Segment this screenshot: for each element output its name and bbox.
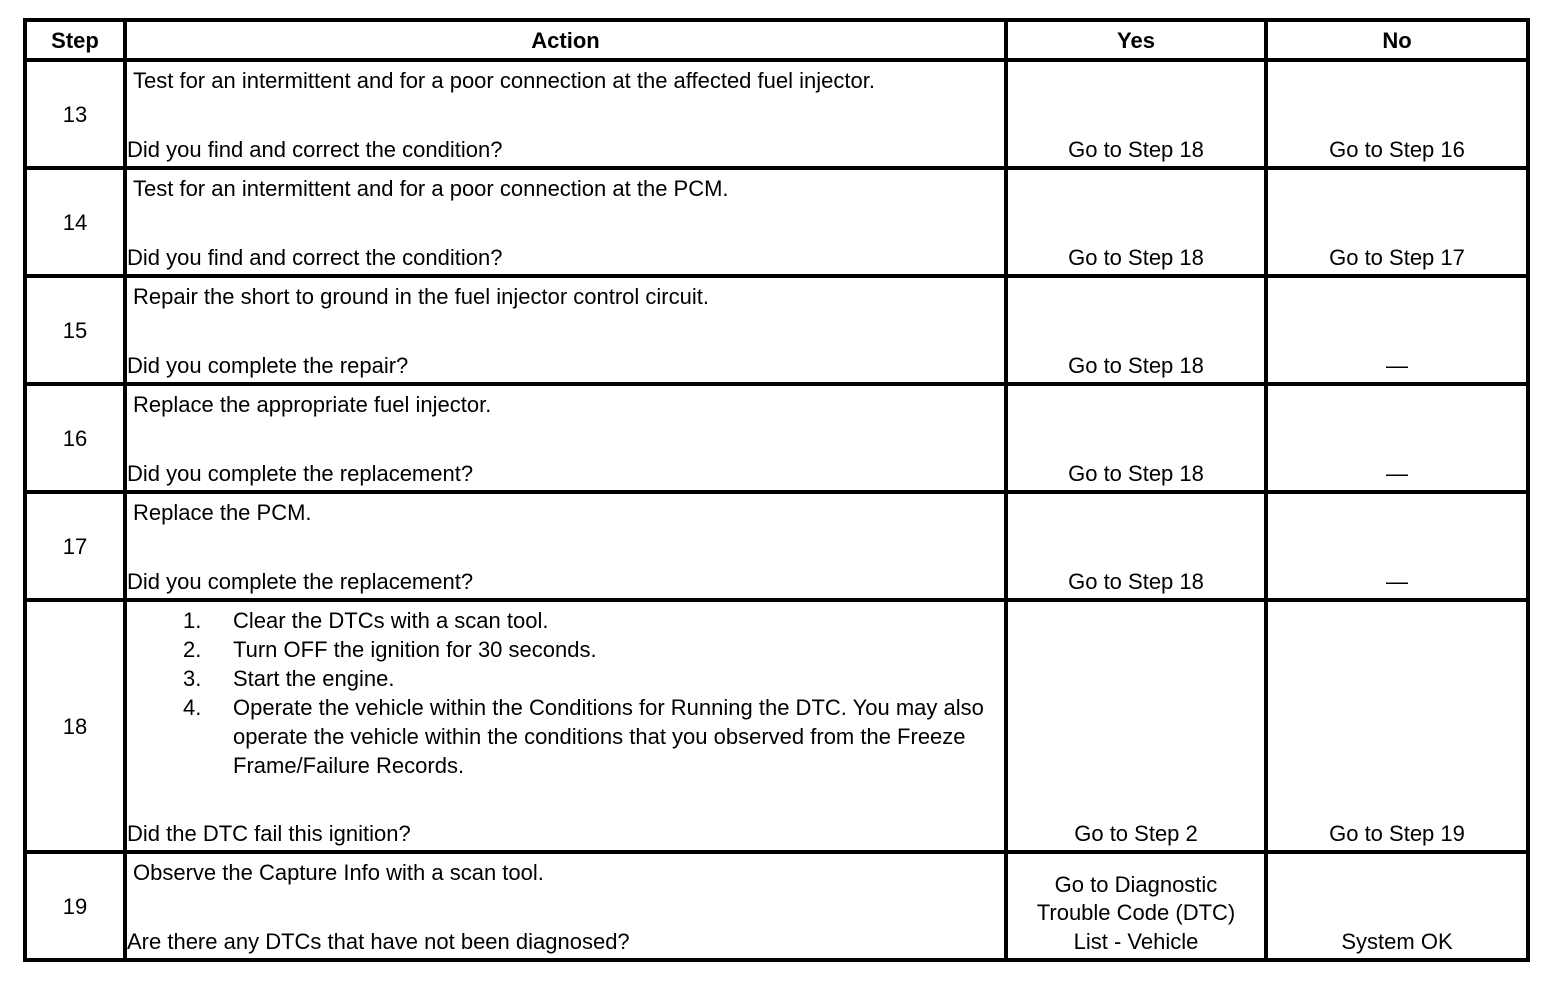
yes-outcome: Go to Step 18 xyxy=(1068,137,1204,162)
yes-outcome-line: List - Vehicle xyxy=(1073,928,1199,954)
header-step: Step xyxy=(25,20,125,60)
no-outcome: — xyxy=(1386,353,1408,378)
action-cell xyxy=(125,384,1006,492)
header-yes: Yes xyxy=(1006,20,1266,60)
no-outcome: Go to Step 17 xyxy=(1329,245,1465,270)
no-cell xyxy=(1266,600,1528,852)
action-question: Did you complete the repair? xyxy=(127,353,409,378)
table-row xyxy=(25,276,1528,384)
action-question: Did you complete the replacement? xyxy=(127,461,474,486)
yes-cell xyxy=(1006,600,1266,852)
list-item xyxy=(133,635,1004,664)
substep-text: Start the engine. xyxy=(233,666,395,691)
action-cell xyxy=(125,600,1006,852)
table-row xyxy=(25,60,1528,168)
action-instruction: Test for an intermittent and for a poor connection at the PCM. xyxy=(133,176,729,201)
no-cell xyxy=(1266,492,1528,600)
action-question: Did you find and correct the condition? xyxy=(127,137,503,162)
yes-cell xyxy=(1006,168,1266,276)
step-number: 16 xyxy=(25,384,125,492)
action-instruction: Replace the appropriate fuel injector. xyxy=(133,392,492,417)
yes-outcome xyxy=(1008,871,1264,957)
step-number: 19 xyxy=(25,852,125,960)
step-number: 15 xyxy=(25,276,125,384)
table-row xyxy=(25,600,1528,852)
substep-text: Turn OFF the ignition for 30 seconds. xyxy=(233,637,597,662)
action-instruction: Replace the PCM. xyxy=(133,500,312,525)
step-number: 13 xyxy=(25,60,125,168)
yes-outcome-line: Go to Diagnostic xyxy=(1054,871,1218,897)
no-outcome: System OK xyxy=(1341,929,1453,954)
yes-outcome: Go to Step 18 xyxy=(1068,461,1204,486)
table-row xyxy=(25,492,1528,600)
action-instruction: Observe the Capture Info with a scan tool. xyxy=(133,860,544,885)
no-cell xyxy=(1266,168,1528,276)
action-question: Did you find and correct the condition? xyxy=(127,245,503,270)
header-row xyxy=(25,20,1528,60)
step-number: 14 xyxy=(25,168,125,276)
action-cell xyxy=(125,492,1006,600)
yes-cell xyxy=(1006,852,1266,960)
table-row xyxy=(25,852,1528,960)
header-action: Action xyxy=(125,20,1006,60)
action-question: Did the DTC fail this ignition? xyxy=(127,821,411,846)
header-no: No xyxy=(1266,20,1528,60)
action-instruction: Test for an intermittent and for a poor connection at the affected fuel injector. xyxy=(133,68,875,93)
no-outcome: Go to Step 16 xyxy=(1329,137,1465,162)
no-cell xyxy=(1266,384,1528,492)
yes-outcome: Go to Step 18 xyxy=(1068,569,1204,594)
action-question: Did you complete the replacement? xyxy=(127,569,474,594)
substep-number: 3. xyxy=(183,666,202,691)
substep-number: 1. xyxy=(183,608,202,633)
no-cell xyxy=(1266,276,1528,384)
diagnostic-table xyxy=(23,18,1530,962)
action-cell xyxy=(125,60,1006,168)
action-instruction: Repair the short to ground in the fuel injector control circuit. xyxy=(133,284,709,309)
yes-outcome: Go to Step 2 xyxy=(1074,821,1198,846)
yes-outcome: Go to Step 18 xyxy=(1068,353,1204,378)
step-number: 18 xyxy=(25,600,125,852)
no-outcome: Go to Step 19 xyxy=(1329,821,1465,846)
yes-cell xyxy=(1006,276,1266,384)
substep-number: 4. xyxy=(183,695,202,720)
action-cell xyxy=(125,852,1006,960)
step-number: 17 xyxy=(25,492,125,600)
table-row xyxy=(25,168,1528,276)
yes-cell xyxy=(1006,384,1266,492)
list-item xyxy=(133,664,1004,693)
list-item xyxy=(133,693,1004,780)
no-outcome: — xyxy=(1386,461,1408,486)
yes-outcome: Go to Step 18 xyxy=(1068,245,1204,270)
yes-outcome-line: Trouble Code (DTC) xyxy=(1036,900,1236,925)
list-item xyxy=(133,606,1004,635)
yes-cell xyxy=(1006,60,1266,168)
substep-list xyxy=(133,602,1004,780)
action-question: Are there any DTCs that have not been diagnosed? xyxy=(127,929,630,954)
table-row xyxy=(25,384,1528,492)
substep-text: Operate the vehicle within the Conditions for Running the DTC. You may also operate the vehicle within the conditions that you observed from the Freeze Frame/Failure Records. xyxy=(233,695,984,778)
no-outcome: — xyxy=(1386,569,1408,594)
action-cell xyxy=(125,168,1006,276)
substep-text: Clear the DTCs with a scan tool. xyxy=(233,608,549,633)
substep-number: 2. xyxy=(183,637,202,662)
no-cell xyxy=(1266,852,1528,960)
yes-cell xyxy=(1006,492,1266,600)
action-cell xyxy=(125,276,1006,384)
no-cell xyxy=(1266,60,1528,168)
